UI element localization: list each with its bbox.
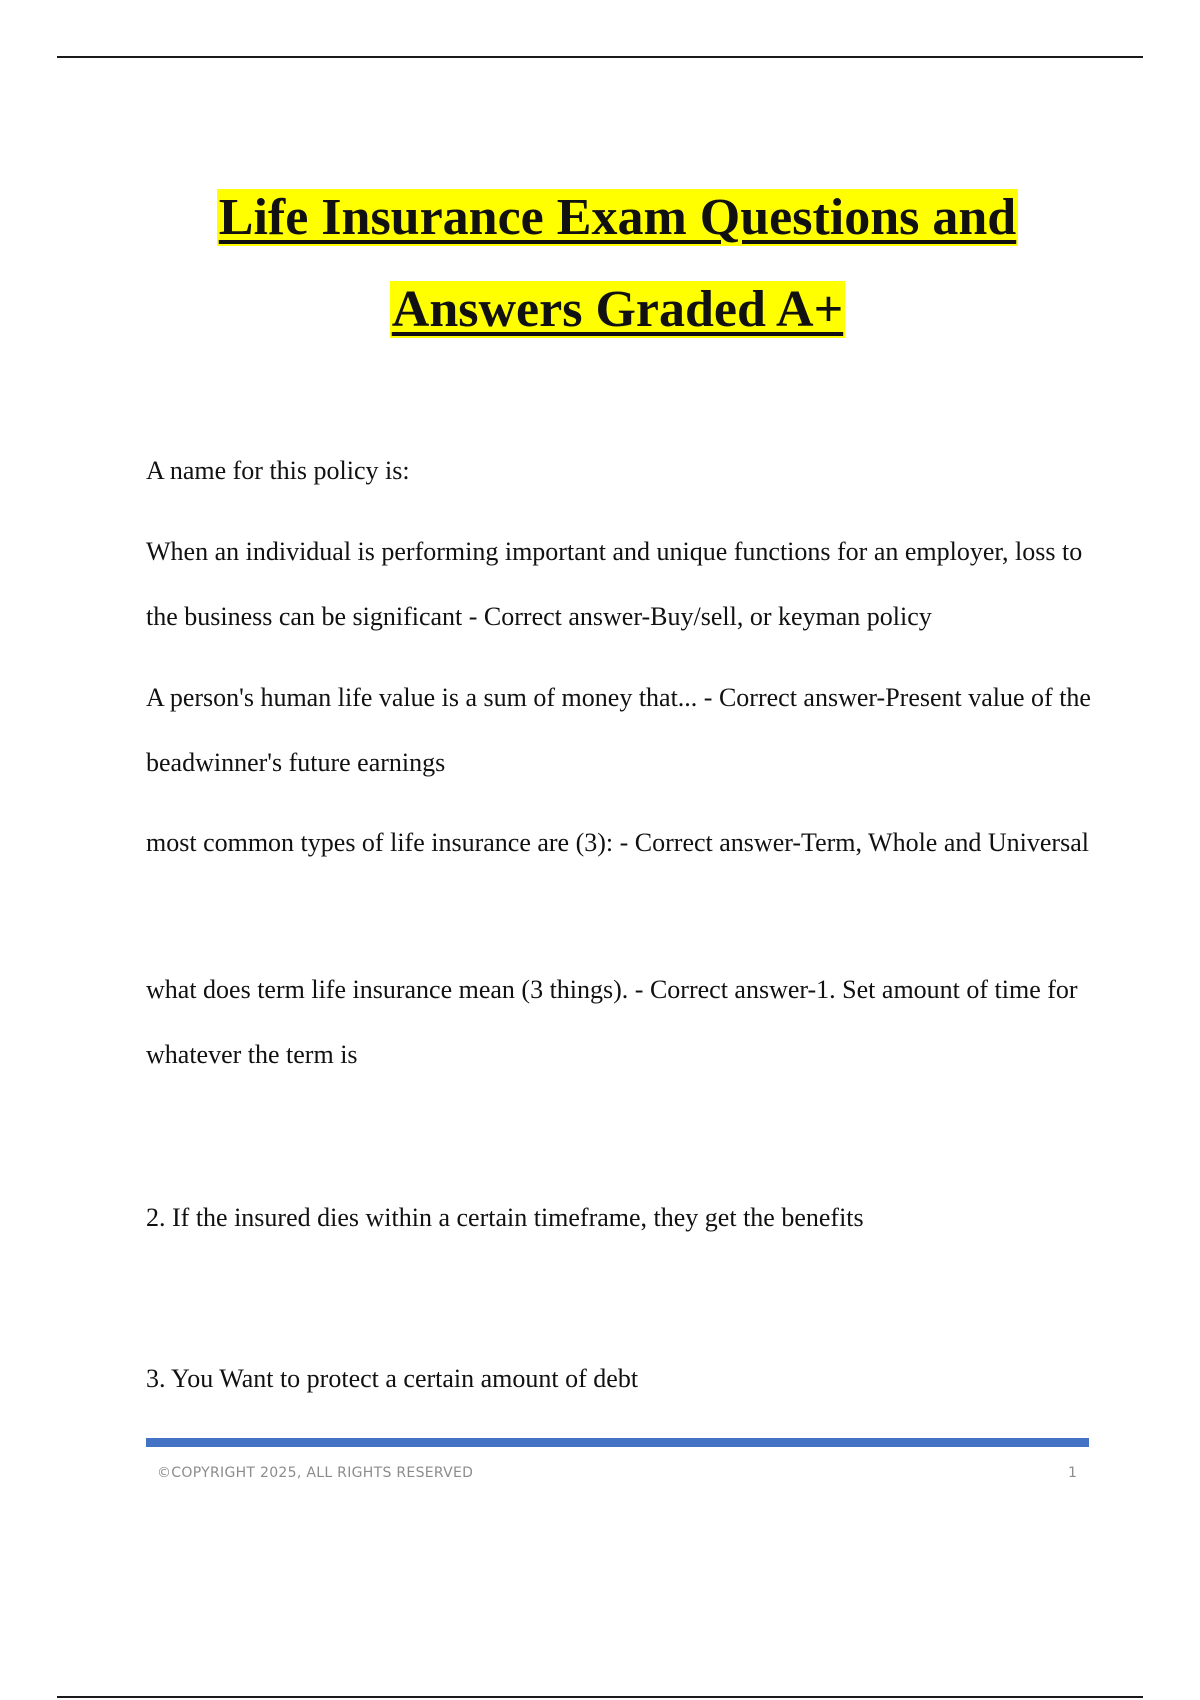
paragraph-1: A name for this policy is: [146, 456, 410, 485]
document-title [0, 172, 1200, 356]
paragraph-4: most common types of life insurance are (3): - Correct answer-Term, Whole and Universal [146, 828, 1089, 857]
title-line-2: Answers Graded A+ [391, 281, 844, 338]
footer-bar [146, 1438, 1089, 1447]
paragraph-2: When an individual is performing important and unique functions for an employer, loss to the business can be significant - Correct answer-Buy/sell, or keyman policy [146, 537, 1083, 631]
title-line-1: Life Insurance Exam Questions and [218, 189, 1017, 246]
bottom-rule [57, 1696, 1143, 1698]
paragraph-6: 2. If the insured dies within a certain timeframe, they get the benefits [146, 1203, 864, 1232]
paragraph-5: what does term life insurance mean (3 things). - Correct answer-1. Set amount of time for whatever the term is [146, 975, 1078, 1069]
paragraph-7: 3. You Want to protect a certain amount of debt [146, 1364, 639, 1393]
page-number: 1 [1068, 1465, 1077, 1481]
paragraph-3: A person's human life value is a sum of money that... - Correct answer-Present value of the beadwinner's future earnings [146, 683, 1091, 777]
top-rule [57, 56, 1143, 58]
footer-copyright: ©COPYRIGHT 2025, ALL RIGHTS RESERVED [157, 1465, 474, 1481]
